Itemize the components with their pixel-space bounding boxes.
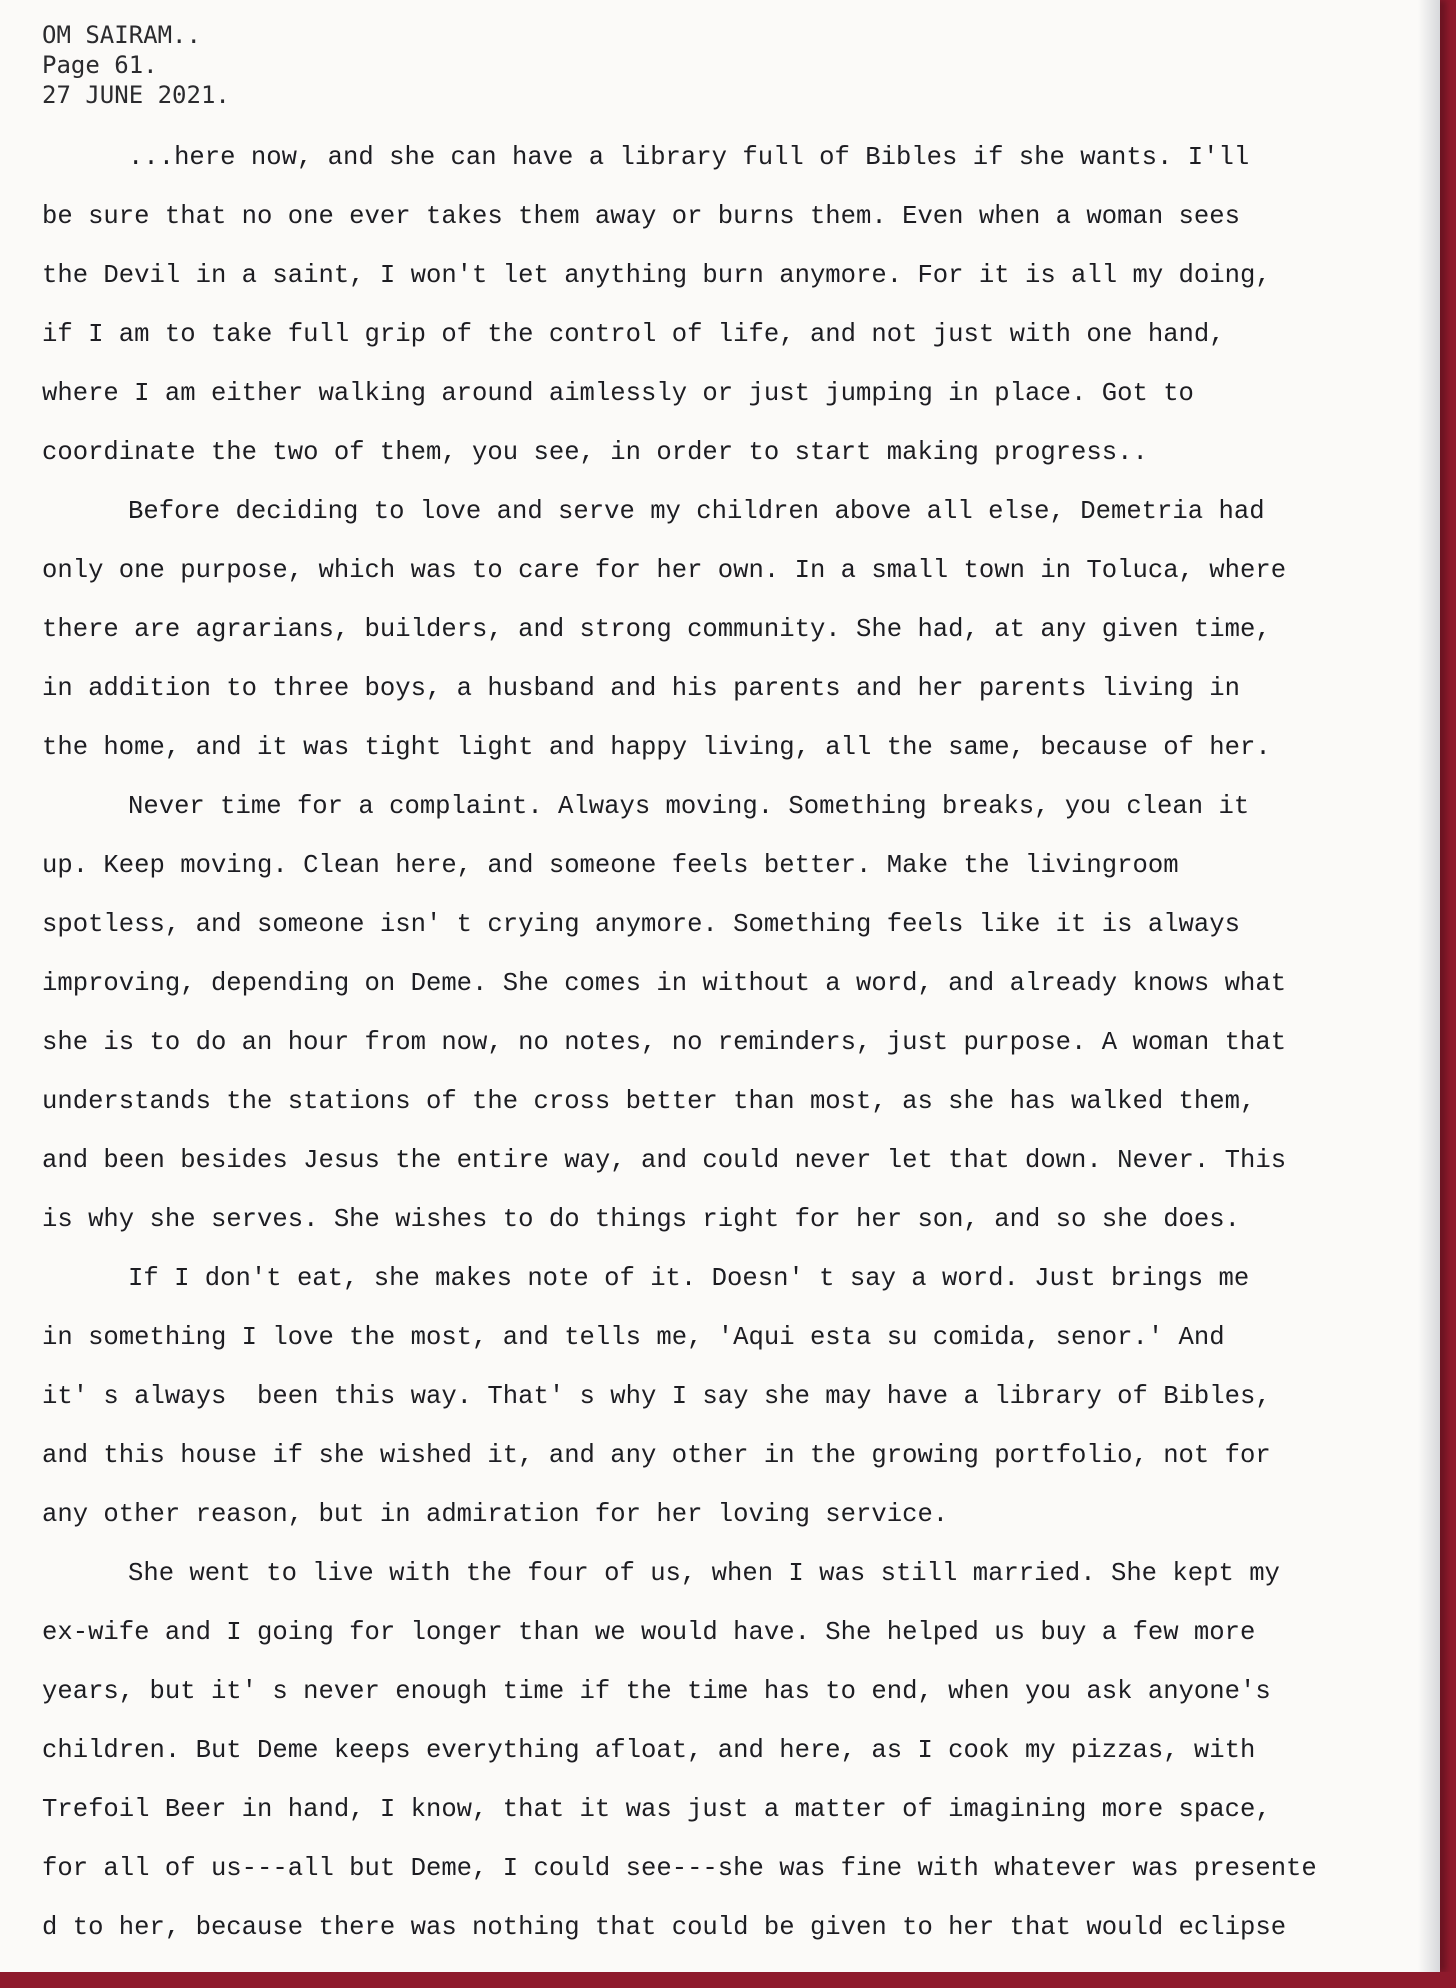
- text-line: only one purpose, which was to care for her own. In a small town in Toluca, where: [42, 556, 1287, 585]
- text-line: if I am to take full grip of the control of life, and not just with one hand,: [42, 320, 1225, 349]
- text-line: is why she serves. She wishes to do things right for her son, and so she does.: [42, 1205, 1240, 1234]
- text-line: the Devil in a saint, I won't let anything burn anymore. For it is all my doing,: [42, 261, 1271, 290]
- text-line: in addition to three boys, a husband and his parents and her parents living in: [42, 674, 1240, 703]
- text-line: and been besides Jesus the entire way, and could never let that down. Never. This: [42, 1146, 1287, 1175]
- text-line: ...here now, and she can have a library full of Bibles if she wants. I'll: [128, 143, 1250, 172]
- text-line: the home, and it was tight light and happy living, all the same, because of her.: [42, 733, 1271, 762]
- text-line: children. But Deme keeps everything afloat, and here, as I cook my pizzas, with: [42, 1736, 1256, 1765]
- text-line: understands the stations of the cross better than most, as she has walked them,: [42, 1087, 1256, 1116]
- text-line: years, but it' s never enough time if the time has to end, when you ask anyone's: [42, 1677, 1271, 1706]
- text-line: If I don't eat, she makes note of it. Doesn' t say a word. Just brings me: [128, 1264, 1250, 1293]
- text-line: Before deciding to love and serve my children above all else, Demetria had: [128, 497, 1265, 526]
- page-number: Page 61.: [42, 51, 158, 79]
- text-line: any other reason, but in admiration for her loving service.: [42, 1500, 949, 1529]
- background-surface: [0, 1972, 1456, 1988]
- page-header: [42, 20, 230, 110]
- page-date: 27 JUNE 2021.: [42, 81, 230, 109]
- text-line: improving, depending on Deme. She comes in without a word, and already knows what: [42, 969, 1287, 998]
- text-line: there are agrarians, builders, and strong community. She had, at any given time,: [42, 615, 1271, 644]
- text-line: up. Keep moving. Clean here, and someone feels better. Make the livingroom: [42, 851, 1179, 880]
- text-line: She went to live with the four of us, when I was still married. She kept my: [128, 1559, 1280, 1588]
- text-line: and this house if she wished it, and any other in the growing portfolio, not for: [42, 1441, 1271, 1470]
- text-line: it' s always been this way. That' s why I say she may have a library of Bibles,: [42, 1382, 1271, 1411]
- page-edge-shadow: [1418, 0, 1440, 1972]
- text-line: spotless, and someone isn' t crying anymore. Something feels like it is always: [42, 910, 1240, 939]
- text-line: in something I love the most, and tells me, 'Aqui esta su comida, senor.' And: [42, 1323, 1225, 1352]
- typed-text-body: [42, 128, 1412, 1957]
- text-line: where I am either walking around aimlessly or just jumping in place. Got to: [42, 379, 1194, 408]
- header-greeting: OM SAIRAM..: [42, 21, 201, 49]
- text-line: ex-wife and I going for longer than we would have. She helped us buy a few more: [42, 1618, 1256, 1647]
- text-line: be sure that no one ever takes them away or burns them. Even when a woman sees: [42, 202, 1240, 231]
- text-line: Trefoil Beer in hand, I know, that it was just a matter of imagining more space,: [42, 1795, 1271, 1824]
- text-line: d to her, because there was nothing that could be given to her that would eclipse: [42, 1913, 1287, 1942]
- text-line: Never time for a complaint. Always moving. Something breaks, you clean it: [128, 792, 1250, 821]
- text-line: coordinate the two of them, you see, in order to start making progress..: [42, 438, 1148, 467]
- text-line: for all of us---all but Deme, I could see---she was fine with whatever was presente: [42, 1854, 1317, 1883]
- text-line: she is to do an hour from now, no notes, no reminders, just purpose. A woman that: [42, 1028, 1287, 1057]
